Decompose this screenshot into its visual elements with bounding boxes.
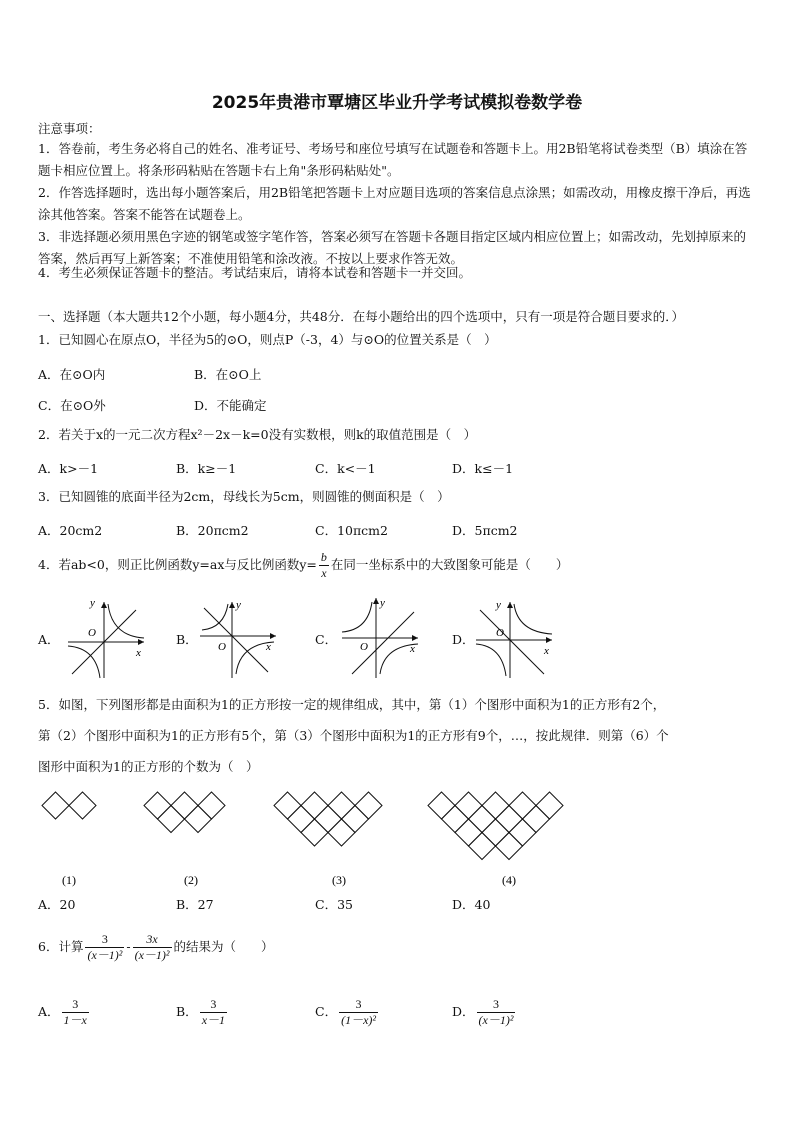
q4-frac-num: b <box>320 550 327 564</box>
q2-option-d[interactable]: D．k≤－1 <box>452 461 514 476</box>
q6-option-a-den: 1－x <box>63 1013 87 1027</box>
unit-square <box>482 792 509 819</box>
figure-label-4: (4) <box>502 873 516 887</box>
q2-option-c[interactable]: C．k<－1 <box>315 461 376 476</box>
unit-square <box>144 792 171 819</box>
x-arrow-icon <box>546 637 552 643</box>
origin-label: O <box>360 641 368 653</box>
unit-square <box>523 806 550 833</box>
q6-option-a-label: A． <box>38 1004 60 1019</box>
notice-item-1: 1．答卷前，考生务必将自己的姓名、准考证号、考场号和座位号填写在试题卷和答题卡上。用2B铅笔将试卷类型（B）填涂在答题卡相应位置上。将条形码粘贴在答题卡右上角"条形码粘贴处"。 <box>38 141 748 178</box>
q6-option-a-fraction <box>62 997 89 1028</box>
pattern-figure-3 <box>274 792 382 846</box>
unit-square <box>42 792 69 819</box>
q3-option-c[interactable]: C．10πcm2 <box>315 523 388 538</box>
hyperbola-branch-1 <box>202 604 228 630</box>
q2-option-a[interactable]: A．k>－1 <box>38 461 99 476</box>
q6-option-c-label: C． <box>315 1004 338 1019</box>
unit-square <box>315 806 342 833</box>
unit-square <box>469 833 496 860</box>
hyperbola-branch-1 <box>342 602 372 632</box>
q6-option-d-den: (x－1)² <box>478 1013 514 1027</box>
unit-square <box>198 792 225 819</box>
q6-stem-part-2: 的结果为（ ） <box>173 939 274 954</box>
unit-square <box>536 792 563 819</box>
x-label: x <box>136 647 141 659</box>
unit-square <box>509 819 536 846</box>
question-5-line-3: 图形中面积为1的正方形的个数为（ ） <box>38 759 259 774</box>
hyperbola-branch-1 <box>514 604 552 634</box>
q6-option-d-fraction <box>477 997 516 1028</box>
unit-square <box>509 792 536 819</box>
line-graph <box>480 610 544 674</box>
q3-option-b[interactable]: B．20πcm2 <box>176 523 249 538</box>
pattern-figure-4 <box>428 792 563 860</box>
line-graph <box>204 608 268 672</box>
unit-square <box>455 792 482 819</box>
hyperbola-branch-2 <box>476 644 506 676</box>
q6-f1-num: 3 <box>101 932 108 946</box>
q6-option-b-label: B． <box>176 1004 198 1019</box>
q6-f1-den: (x－1)² <box>87 948 123 962</box>
question-1-stem: 1．已知圆心在原点O，半径为5的⊙O，则点P（-3，4）与⊙O的位置关系是（ ） <box>38 332 497 347</box>
q6-fraction-1 <box>85 932 124 963</box>
unit-square <box>69 792 96 819</box>
y-arrow-icon <box>101 602 107 608</box>
x-label: x <box>410 643 415 655</box>
figure-label-1: (1) <box>62 873 76 887</box>
q3-option-d[interactable]: D．5πcm2 <box>452 523 518 538</box>
figure-label-3: (3) <box>332 873 346 887</box>
question-5-line-1: 5．如图，下列图形都是由面积为1的正方形按一定的规律组成，其中，第（1）个图形中面积为1的正方形有2个， <box>38 697 666 712</box>
unit-square <box>496 833 523 860</box>
q6-option-c-num: 3 <box>355 997 362 1011</box>
q6-option-d-num: 3 <box>492 997 499 1011</box>
question-3-stem: 3．已知圆锥的底面半径为2cm，母线长为5cm，则圆锥的侧面积是（ ） <box>38 489 450 504</box>
question-6-stem <box>38 928 274 966</box>
notice-item-4: 4．考生必须保证答题卡的整洁。考试结束后，请将本试卷和答题卡一并交回。 <box>38 265 471 280</box>
y-arrow-icon <box>229 602 235 608</box>
question-5-line-2: 第（2）个图形中面积为1的正方形有5个，第（3）个图形中面积为1的正方形有9个，…，按此规律．则第（6）个 <box>38 728 669 743</box>
unit-square <box>328 819 355 846</box>
y-label: y <box>380 597 385 609</box>
q6-option-b[interactable] <box>176 993 229 1031</box>
q5-option-b[interactable]: B．27 <box>176 897 214 912</box>
unit-square <box>158 806 185 833</box>
question-2-stem: 2．若关于x的一元二次方程x²－2x－k=0没有实数根，则k的取值范围是（ ） <box>38 427 477 442</box>
q6-option-d[interactable] <box>452 993 517 1031</box>
unit-square <box>469 806 496 833</box>
q4-stem-part-1: 4．若ab<0，则正比例函数y=ax与反比例函数y= <box>38 557 317 572</box>
q4-option-a[interactable]: A． <box>38 632 60 647</box>
unit-square <box>428 792 455 819</box>
q1-option-d[interactable]: D．不能确定 <box>194 398 267 413</box>
y-label: y <box>496 599 501 611</box>
x-arrow-icon <box>138 639 144 645</box>
q4-stem-part-2: 在同一坐标系中的大致图象可能是（ ） <box>330 557 569 572</box>
unit-square <box>288 806 315 833</box>
q6-option-b-fraction <box>200 997 227 1028</box>
q4-option-d[interactable]: D． <box>452 632 475 647</box>
q6-minus: - <box>126 939 131 954</box>
origin-label: O <box>88 627 96 639</box>
unit-square <box>328 792 355 819</box>
q5-option-c[interactable]: C．35 <box>315 897 353 912</box>
q1-option-b[interactable]: B．在⊙O上 <box>194 367 262 382</box>
q4-graph-b <box>196 596 280 680</box>
y-label: y <box>90 597 95 609</box>
origin-label: O <box>218 641 226 653</box>
unit-square <box>496 806 523 833</box>
x-arrow-icon <box>412 635 418 641</box>
x-arrow-icon <box>270 633 276 639</box>
unit-square <box>455 819 482 846</box>
q4-graph-c <box>338 592 422 680</box>
x-label: x <box>266 641 271 653</box>
q6-option-d-label: D． <box>452 1004 475 1019</box>
unit-square <box>342 806 369 833</box>
notice-item-2: 2．作答选择题时，选出每小题答案后，用2B铅笔把答题卡上对应题目选项的答案信息点涂黑；如需改动，用橡皮擦干净后，再选涂其他答案。答案不能答在试题卷上。 <box>38 185 751 222</box>
q4-fraction <box>319 550 329 581</box>
q4-graph-d <box>472 596 556 680</box>
unit-square <box>274 792 301 819</box>
q6-fraction-2 <box>133 932 172 963</box>
q5-option-d[interactable]: D．40 <box>452 897 491 912</box>
q4-graph-a <box>64 596 148 680</box>
q6-option-b-num: 3 <box>210 997 217 1011</box>
y-arrow-icon <box>507 602 513 608</box>
notice-heading: 注意事项： <box>38 121 101 136</box>
figure-label-2: (2) <box>184 873 198 887</box>
page-title: 2025年贵港市覃塘区毕业升学考试模拟卷数学卷 <box>211 93 583 113</box>
pattern-figure-2 <box>144 792 225 833</box>
y-label: y <box>236 599 241 611</box>
q1-option-a[interactable]: A．在⊙O内 <box>38 367 106 382</box>
x-label: x <box>544 645 549 657</box>
q6-option-c[interactable] <box>315 993 380 1031</box>
unit-square <box>442 806 469 833</box>
q6-stem-part-1: 6．计算 <box>38 939 84 954</box>
pattern-figure-1 <box>42 792 96 819</box>
q3-option-a[interactable]: A．20cm2 <box>38 523 103 538</box>
q4-frac-den: x <box>321 566 327 580</box>
notice-item-3: 3．非选择题必须用黑色字迹的钢笔或签字笔作答，答案必须写在答题卡各题目指定区域内相应位置上；如需改动，先划掉原来的答案，然后再写上新答案；不准使用铅笔和涂改液。不按以上要求作答无效。 <box>38 229 746 266</box>
unit-square <box>482 819 509 846</box>
y-arrow-icon <box>373 598 379 604</box>
q6-f2-den: (x－1)² <box>134 948 170 962</box>
unit-square <box>301 819 328 846</box>
q6-option-c-den: (1－x)² <box>341 1013 376 1027</box>
q5-option-a[interactable]: A．20 <box>38 897 76 912</box>
section-heading: 一、选择题（本大题共12个小题，每小题4分，共48分．在每小题给出的四个选项中，只有一项是符合题目要求的．） <box>38 309 685 324</box>
q5-pattern-figures <box>36 784 626 894</box>
q6-f2-num: 3x <box>146 932 158 946</box>
unit-square <box>185 806 212 833</box>
q4-option-b[interactable]: B． <box>176 632 198 647</box>
unit-square <box>301 792 328 819</box>
q4-option-c[interactable]: C． <box>315 632 338 647</box>
q6-option-a[interactable] <box>38 993 91 1031</box>
q6-option-a-num: 3 <box>72 997 79 1011</box>
question-4-stem <box>38 548 568 582</box>
q6-option-b-den: x－1 <box>201 1013 226 1027</box>
unit-square <box>355 792 382 819</box>
unit-square <box>171 792 198 819</box>
q1-option-c[interactable]: C．在⊙O外 <box>38 398 106 413</box>
origin-label: O <box>496 627 504 639</box>
q2-option-b[interactable]: B．k≥－1 <box>176 461 237 476</box>
q6-option-c-fraction <box>339 997 378 1028</box>
